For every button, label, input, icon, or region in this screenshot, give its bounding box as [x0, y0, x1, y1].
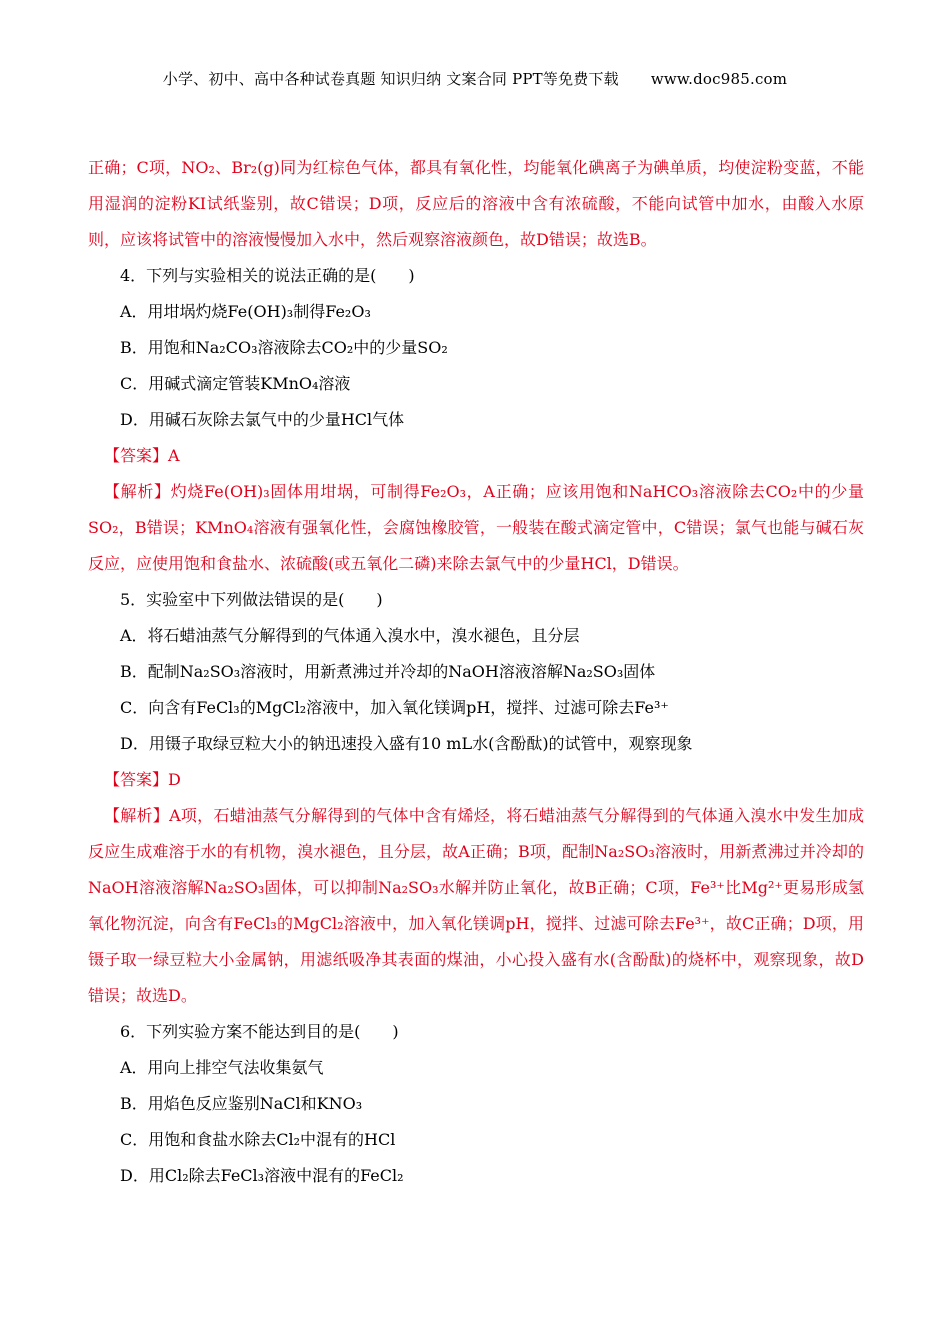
option-a: A．将石蜡油蒸气分解得到的气体通入溴水中，溴水褪色，且分层	[120, 626, 580, 645]
option-c: C．向含有FeCl₃的MgCl₂溶液中，加入氧化镁调pH，搅拌、过滤可除去Fe³⁺	[120, 698, 669, 717]
option-b: B．用饱和Na₂CO₃溶液除去CO₂中的少量SO₂	[120, 338, 448, 357]
question-stem: 4．下列与实验相关的说法正确的是( )	[120, 266, 415, 285]
option-a: A．用向上排空气法收集氨气	[120, 1058, 324, 1077]
question-6	[88, 1014, 864, 1194]
option-d: D．用Cl₂除去FeCl₃溶液中混有的FeCl₂	[120, 1166, 404, 1185]
header-text: 小学、初中、高中各种试卷真题 知识归纳 文案合同 PPT等免费下载	[162, 70, 619, 88]
option-c: C．用饱和食盐水除去Cl₂中混有的HCl	[120, 1130, 396, 1149]
question-stem: 5．实验室中下列做法错误的是( )	[120, 590, 383, 609]
analysis: 【解析】A项，石蜡油蒸气分解得到的气体中含有烯烃，将石蜡油蒸气分解得到的气体通入溴水中发生加成反应生成难溶于水的有机物，溴水褪色，且分层，故A正确；B项，配制Na₂SO₃溶液时，用新煮沸过并冷却的NaOH溶液溶解Na₂SO₃固体，可以抑制Na₂SO₃水解并防止氧化，故B正确；C项，Fe³⁺比Mg²⁺更易形成氢氧化物沉淀，向含有FeCl₃的MgCl₂溶液中，加入氧化镁调pH，搅拌、过滤可除去Fe³⁺，故C正确；D项，用镊子取一绿豆粒大小金属钠，用滤纸吸净其表面的煤油，小心投入盛有水(含酚酞)的烧杯中，观察现象，故D错误；故选D。	[88, 806, 864, 1005]
header-url[interactable]: www.doc985.com	[650, 70, 788, 88]
question-5	[88, 582, 864, 1014]
option-a: A．用坩埚灼烧Fe(OH)₃制得Fe₂O₃	[120, 302, 371, 321]
option-c: C．用碱式滴定管装KMnO₄溶液	[120, 374, 351, 393]
option-b: B．用焰色反应鉴别NaCl和KNO₃	[120, 1094, 363, 1113]
answer: 【答案】D	[104, 770, 181, 789]
document-body	[88, 150, 864, 1194]
question-stem: 6．下列实验方案不能达到目的是( )	[120, 1022, 399, 1041]
question-4	[88, 258, 864, 582]
intro-explanation: 正确；C项，NO₂、Br₂(g)同为红棕色气体，都具有氧化性，均能氧化碘离子为碘单质，均使淀粉变蓝，不能用湿润的淀粉KI试纸鉴别，故C错误；D项，反应后的溶液中含有浓硫酸，不能向试管中加水，由酸入水原则，应该将试管中的溶液慢慢加入水中，然后观察溶液颜色，故D错误；故选B。	[88, 158, 864, 249]
analysis: 【解析】灼烧Fe(OH)₃固体用坩埚，可制得Fe₂O₃，A正确；应该用饱和NaHCO₃溶液除去CO₂中的少量SO₂，B错误；KMnO₄溶液有强氧化性，会腐蚀橡胶管，一般装在酸式滴定管中，C错误；氯气也能与碱石灰反应，应使用饱和食盐水、浓硫酸(或五氧化二磷)来除去氯气中的少量HCl，D错误。	[88, 482, 864, 573]
option-b: B．配制Na₂SO₃溶液时，用新煮沸过并冷却的NaOH溶液溶解Na₂SO₃固体	[120, 662, 656, 681]
page-header	[0, 68, 950, 89]
option-d: D．用碱石灰除去氯气中的少量HCl气体	[120, 410, 405, 429]
answer: 【答案】A	[104, 446, 180, 465]
option-d: D．用镊子取绿豆粒大小的钠迅速投入盛有10 mL水(含酚酞)的试管中，观察现象	[120, 734, 693, 753]
